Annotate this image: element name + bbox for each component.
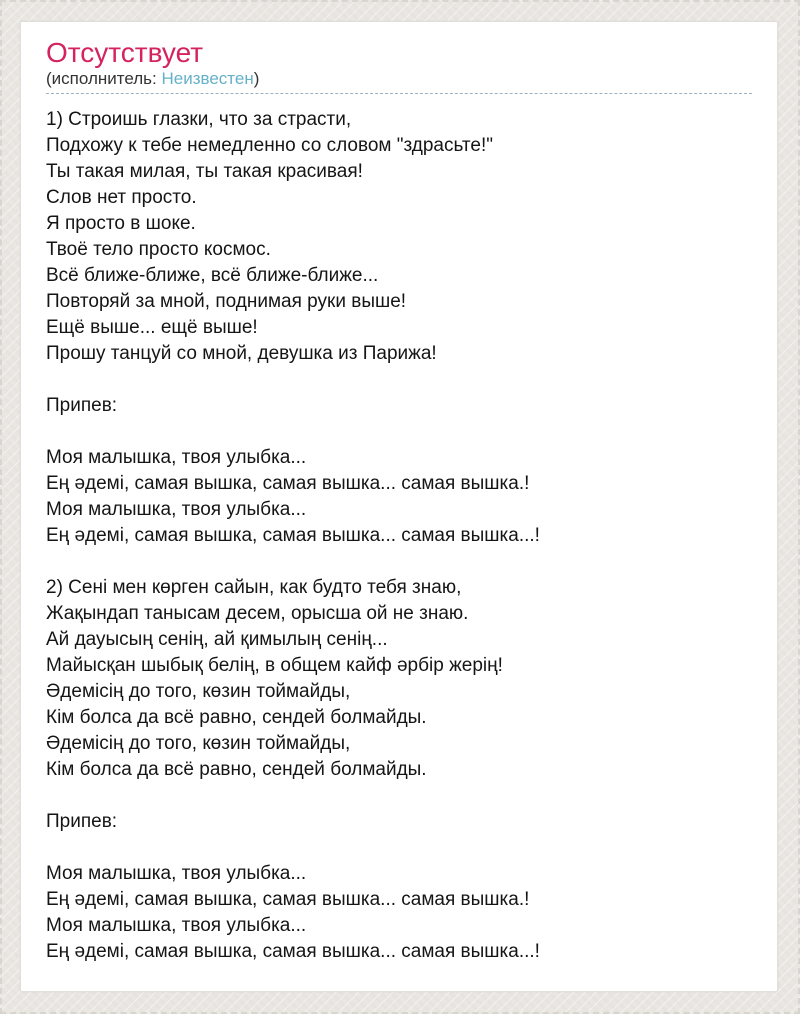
lyric-line: Ең әдемі, самая вышка, самая вышка... самая вышка...! [46,525,540,546]
lyrics-text [46,107,752,965]
artist-line [46,68,752,93]
lyric-line: Припев: [46,811,118,832]
lyric-line: Жақындап танысам десем, орысша ой не знаю. [46,603,469,624]
lyric-line [46,367,752,393]
song-title: Отсутствует [46,37,204,68]
lyric-line: Ең әдемі, самая вышка, самая вышка... самая вышка.! [46,889,530,910]
lyric-line [46,835,752,861]
lyric-line: Подхожу к тебе немедленно со словом "здрасьте!" [46,135,493,156]
artist-suffix: ) [253,69,260,88]
lyric-line [46,549,752,575]
lyric-line: Майысқан шыбық белің, в общем кайф әрбір жерің! [46,655,503,676]
lyric-line: Ты такая милая, ты такая красивая! [46,161,363,182]
lyric-line: Повторяй за мной, поднимая руки выше! [46,291,407,312]
lyric-line: Кім болса да всё равно, сендей болмайды. [46,759,427,780]
lyric-line: Әдемісің до того, көзин тоймайды, [46,681,351,702]
lyric-line [46,783,752,809]
lyric-line: Моя малышка, твоя улыбка... [46,915,307,936]
lyric-line: Ай дауысың сенің, ай қимылың сенің... [46,629,388,650]
lyric-line: 1) Строишь глазки, что за страсти, [46,109,352,130]
artist-prefix: (исполнитель: [46,69,162,88]
lyric-line: Всё ближе-ближе, всё ближе-ближе... [46,265,379,286]
dashed-separator [46,93,752,94]
lyric-line: Твоё тело просто космос. [46,239,271,260]
lyric-line: Прошу танцуй со мной, девушка из Парижа! [46,343,437,364]
lyric-line: Моя малышка, твоя улыбка... [46,863,307,884]
lyric-line: Ең әдемі, самая вышка, самая вышка... самая вышка...! [46,941,540,962]
lyric-line: Слов нет просто. [46,187,197,208]
lyric-line: Моя малышка, твоя улыбка... [46,447,307,468]
lyric-line: Әдемісің до того, көзин тоймайды, [46,733,351,754]
lyric-line: Моя малышка, твоя улыбка... [46,499,307,520]
lyric-line: Ең әдемі, самая вышка, самая вышка... самая вышка.! [46,473,530,494]
lyric-line: Ещё выше... ещё выше! [46,317,258,338]
lyric-line: Кім болса да всё равно, сендей болмайды. [46,707,427,728]
lyrics-card [20,21,778,992]
lyric-line: Я просто в шоке. [46,213,196,234]
lyric-line: Припев: [46,395,118,416]
lyric-line [46,419,752,445]
artist-link[interactable]: Неизвестен [161,69,254,88]
lyric-line: 2) Сені мен көрген сайын, как будто тебя знаю, [46,577,462,598]
